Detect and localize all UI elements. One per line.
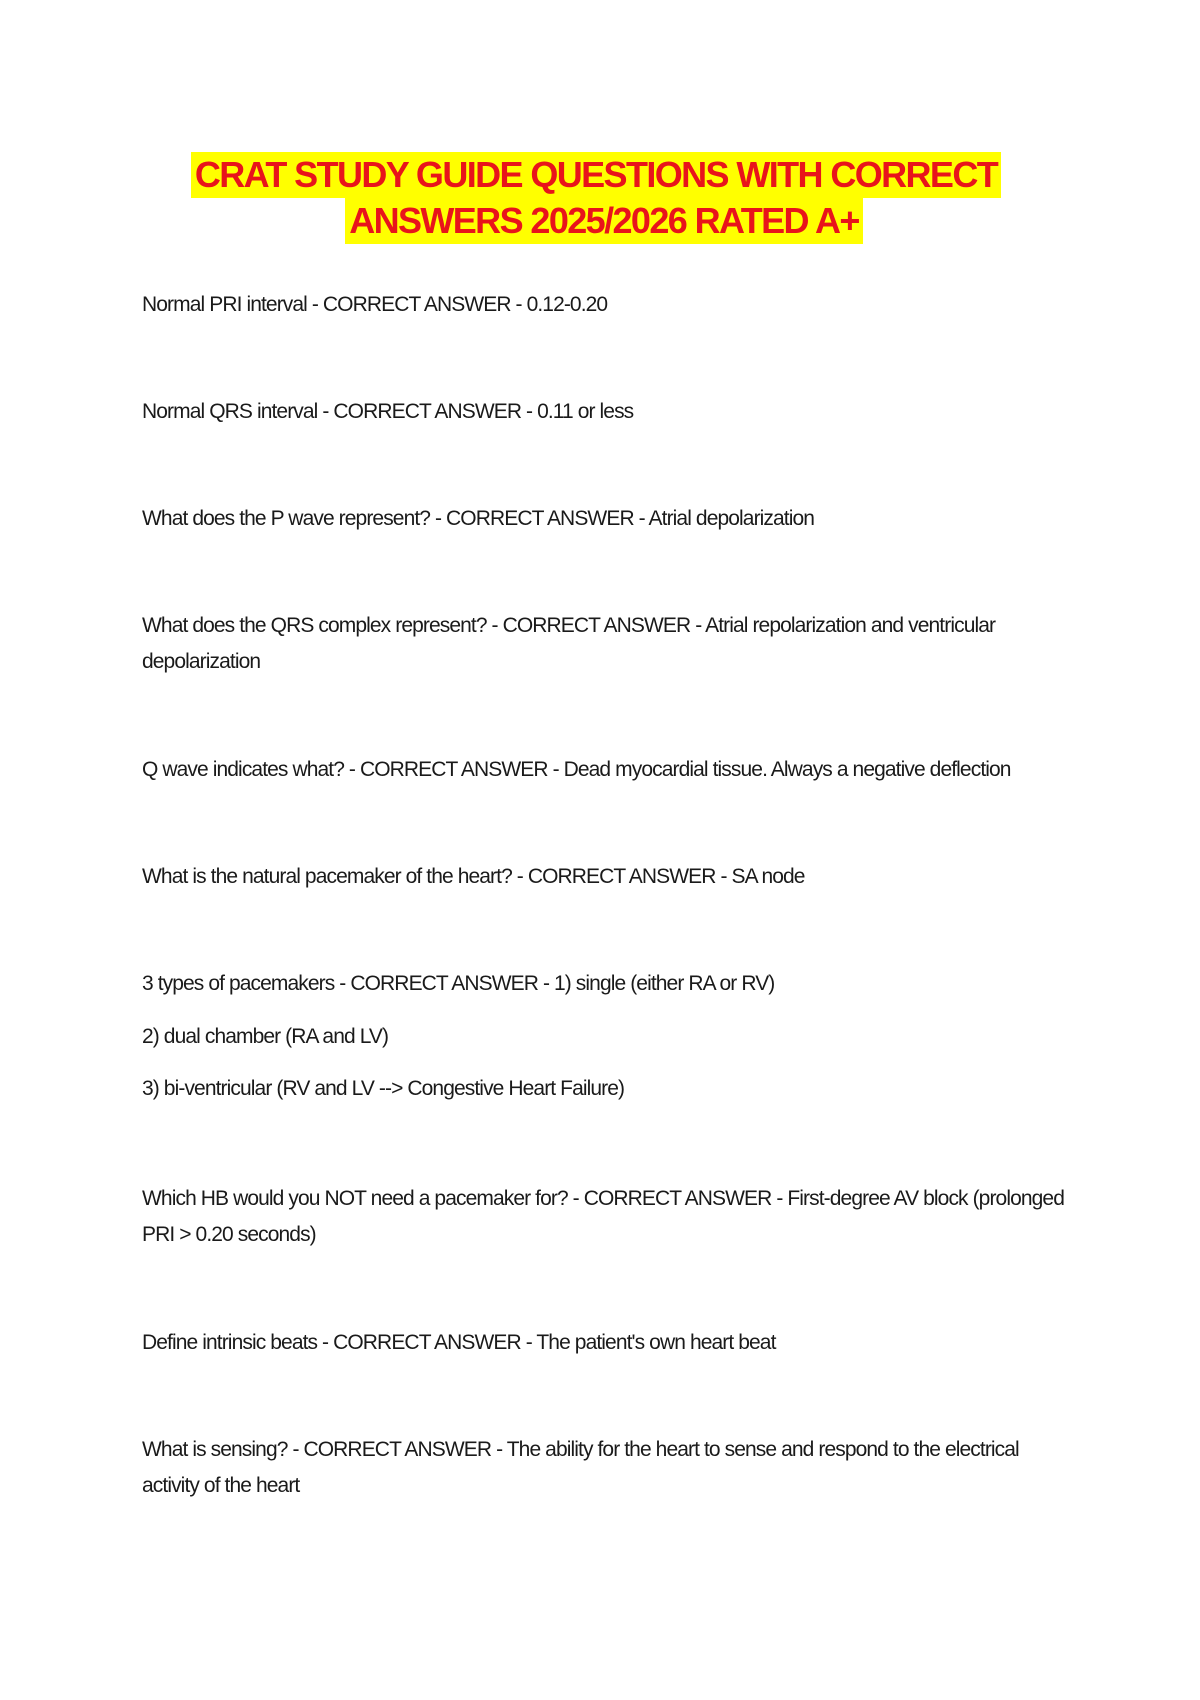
qa-entry: [142, 287, 607, 323]
qa-entry-subline: 3) bi-ventricular (RV and LV --> Congestive Heart Failure): [142, 1077, 625, 1100]
qa-entry: [142, 752, 1082, 788]
qa-entry-text: Normal PRI interval - CORRECT ANSWER - 0.12-0.20: [142, 293, 608, 316]
qa-entry: [142, 859, 805, 895]
qa-entry: [142, 1325, 776, 1361]
qa-entry-text: What does the P wave represent? - CORRECT ANSWER - Atrial depolarization: [142, 507, 815, 530]
title-line-2: ANSWERS 2025/2026 RATED A+: [345, 198, 863, 244]
qa-entry-text: Normal QRS interval - CORRECT ANSWER - 0.11 or less: [142, 400, 634, 423]
qa-entry-text: What is the natural pacemaker of the heart? - CORRECT ANSWER - SA node: [142, 865, 805, 888]
qa-entry-text: Q wave indicates what? - CORRECT ANSWER - Dead myocardial tissue. Always a negative deflection: [142, 758, 1011, 781]
qa-entry: [142, 1181, 1087, 1253]
qa-entry: [142, 501, 814, 537]
qa-entry: [142, 394, 633, 430]
document-title: [0, 152, 1200, 244]
title-line-1: CRAT STUDY GUIDE QUESTIONS WITH CORRECT: [191, 152, 1001, 198]
qa-entry-text: What does the QRS complex represent? - CORRECT ANSWER - Atrial repolarization and ventricular depolarization: [142, 614, 996, 673]
qa-entry-text: Define intrinsic beats - CORRECT ANSWER - The patient's own heart beat: [142, 1331, 776, 1354]
qa-entry-text: 3 types of pacemakers - CORRECT ANSWER - 1) single (either RA or RV): [142, 972, 775, 995]
qa-entry-text: What is sensing? - CORRECT ANSWER - The ability for the heart to sense and respond to the electrical activity of the heart: [142, 1438, 1019, 1497]
qa-entry-text: Which HB would you NOT need a pacemaker for? - CORRECT ANSWER - First-degree AV block (prolonged PRI > 0.20 seconds): [142, 1187, 1064, 1246]
qa-entry: [142, 966, 774, 1107]
qa-entry-subline: 2) dual chamber (RA and LV): [142, 1025, 389, 1048]
qa-entry: [142, 1432, 1062, 1504]
qa-entry: [142, 608, 1042, 680]
